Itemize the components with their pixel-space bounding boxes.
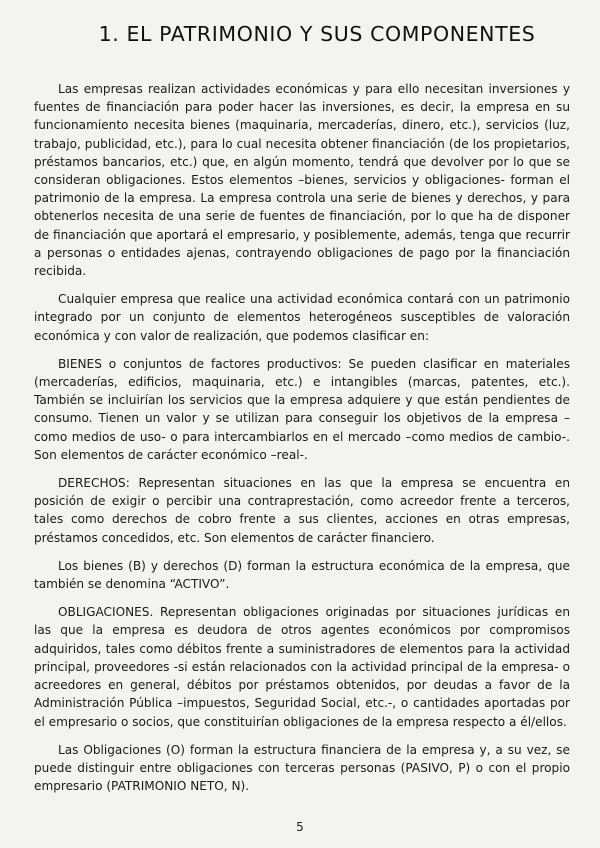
- paragraph-patrimonio: Cualquier empresa que realice una actividad económica contará con un patrimonio integrado por un conjunto de elementos heterogéneos susceptibles de valoración económica y con valor de realización, que podemos clasificar en:: [34, 292, 570, 343]
- page-title: 1. EL PATRIMONIO Y SUS COMPONENTES: [98, 22, 536, 46]
- paragraph-derechos: DERECHOS: Representan situaciones en las que la empresa se encuentra en posición de exigir o percibir una contraprestación, como acreedor frente a terceros, tales como derechos de cobro frente a sus clientes, acciones en otras empresas, préstamos concedidos, etc. Son elementos de carácter financiero.: [34, 476, 570, 545]
- paragraph-intro: Las empresas realizan actividades económicas y para ello necesitan inversiones y fuentes de financiación para poder hacer las inversiones, es decir, la empresa en su funcionamiento necesita bienes (maquinaria, mercaderías, dinero, etc.), servicios (luz, trabajo, publicidad, etc.), para lo cual necesita obtener financiación (de los propietarios, préstamos bancarios, etc.) que, en algún momento, tendrá que devolver por lo que se consideran obligaciones. Estos elementos –bienes, servicios y obligaciones- forman el patrimonio de la empresa. La empresa controla una serie de bienes y derechos, y para obtenerlos necesita de una serie de fuentes de financiación, por lo que ha de disponer de financiación que aportará el empresario, y posiblemente, además, tenga que recurrir a personas o entidades ajenas, contrayendo obligaciones de pago por la financiación recibida.: [34, 82, 570, 279]
- paragraph-obligaciones: OBLIGACIONES. Representan obligaciones originadas por situaciones jurídicas en las que la empresa es deudora de otros agentes económicos por compromisos adquiridos, tales como débitos frente a suministradores de elementos para la actividad principal, proveedores -si están relacionados con la actividad principal de la empresa- o acreedores en general, débitos por préstamos obtenidos, por deudas a favor de la Administración Pública –impuestos, Seguridad Social, etc.-, o cantidades aportadas por el empresario o socios, que constituirían obligaciones de la empresa respecto a él/ellos.: [34, 605, 570, 729]
- paragraph-pasivo: Las Obligaciones (O) forman la estructura financiera de la empresa y, a su vez, se puede distinguir entre obligaciones con terceras personas (PASIVO, P) o con el propio empresario (PATRIMONIO NETO, N).: [34, 742, 570, 794]
- page-number: 5: [296, 820, 304, 834]
- paragraph-bienes: BIENES o conjuntos de factores productivos: Se pueden clasificar en materiales (mercaderías, edificios, maquinaria, etc.) e intangibles (marcas, patentes, etc.). También se incluirían los servicios que la empresa adquiere y que están pendientes de consumo. Tienen un valor y se utilizan para conseguir los objetivos de la empresa –como medios de uso- o para intercambiarlos en el mercado –como medios de cambio-. Son elementos de carácter económico –real-.: [34, 356, 570, 462]
- paragraph-activo: Los bienes (B) y derechos (D) forman la estructura económica de la empresa, que también se denomina “ACTIVO”.: [34, 558, 570, 592]
